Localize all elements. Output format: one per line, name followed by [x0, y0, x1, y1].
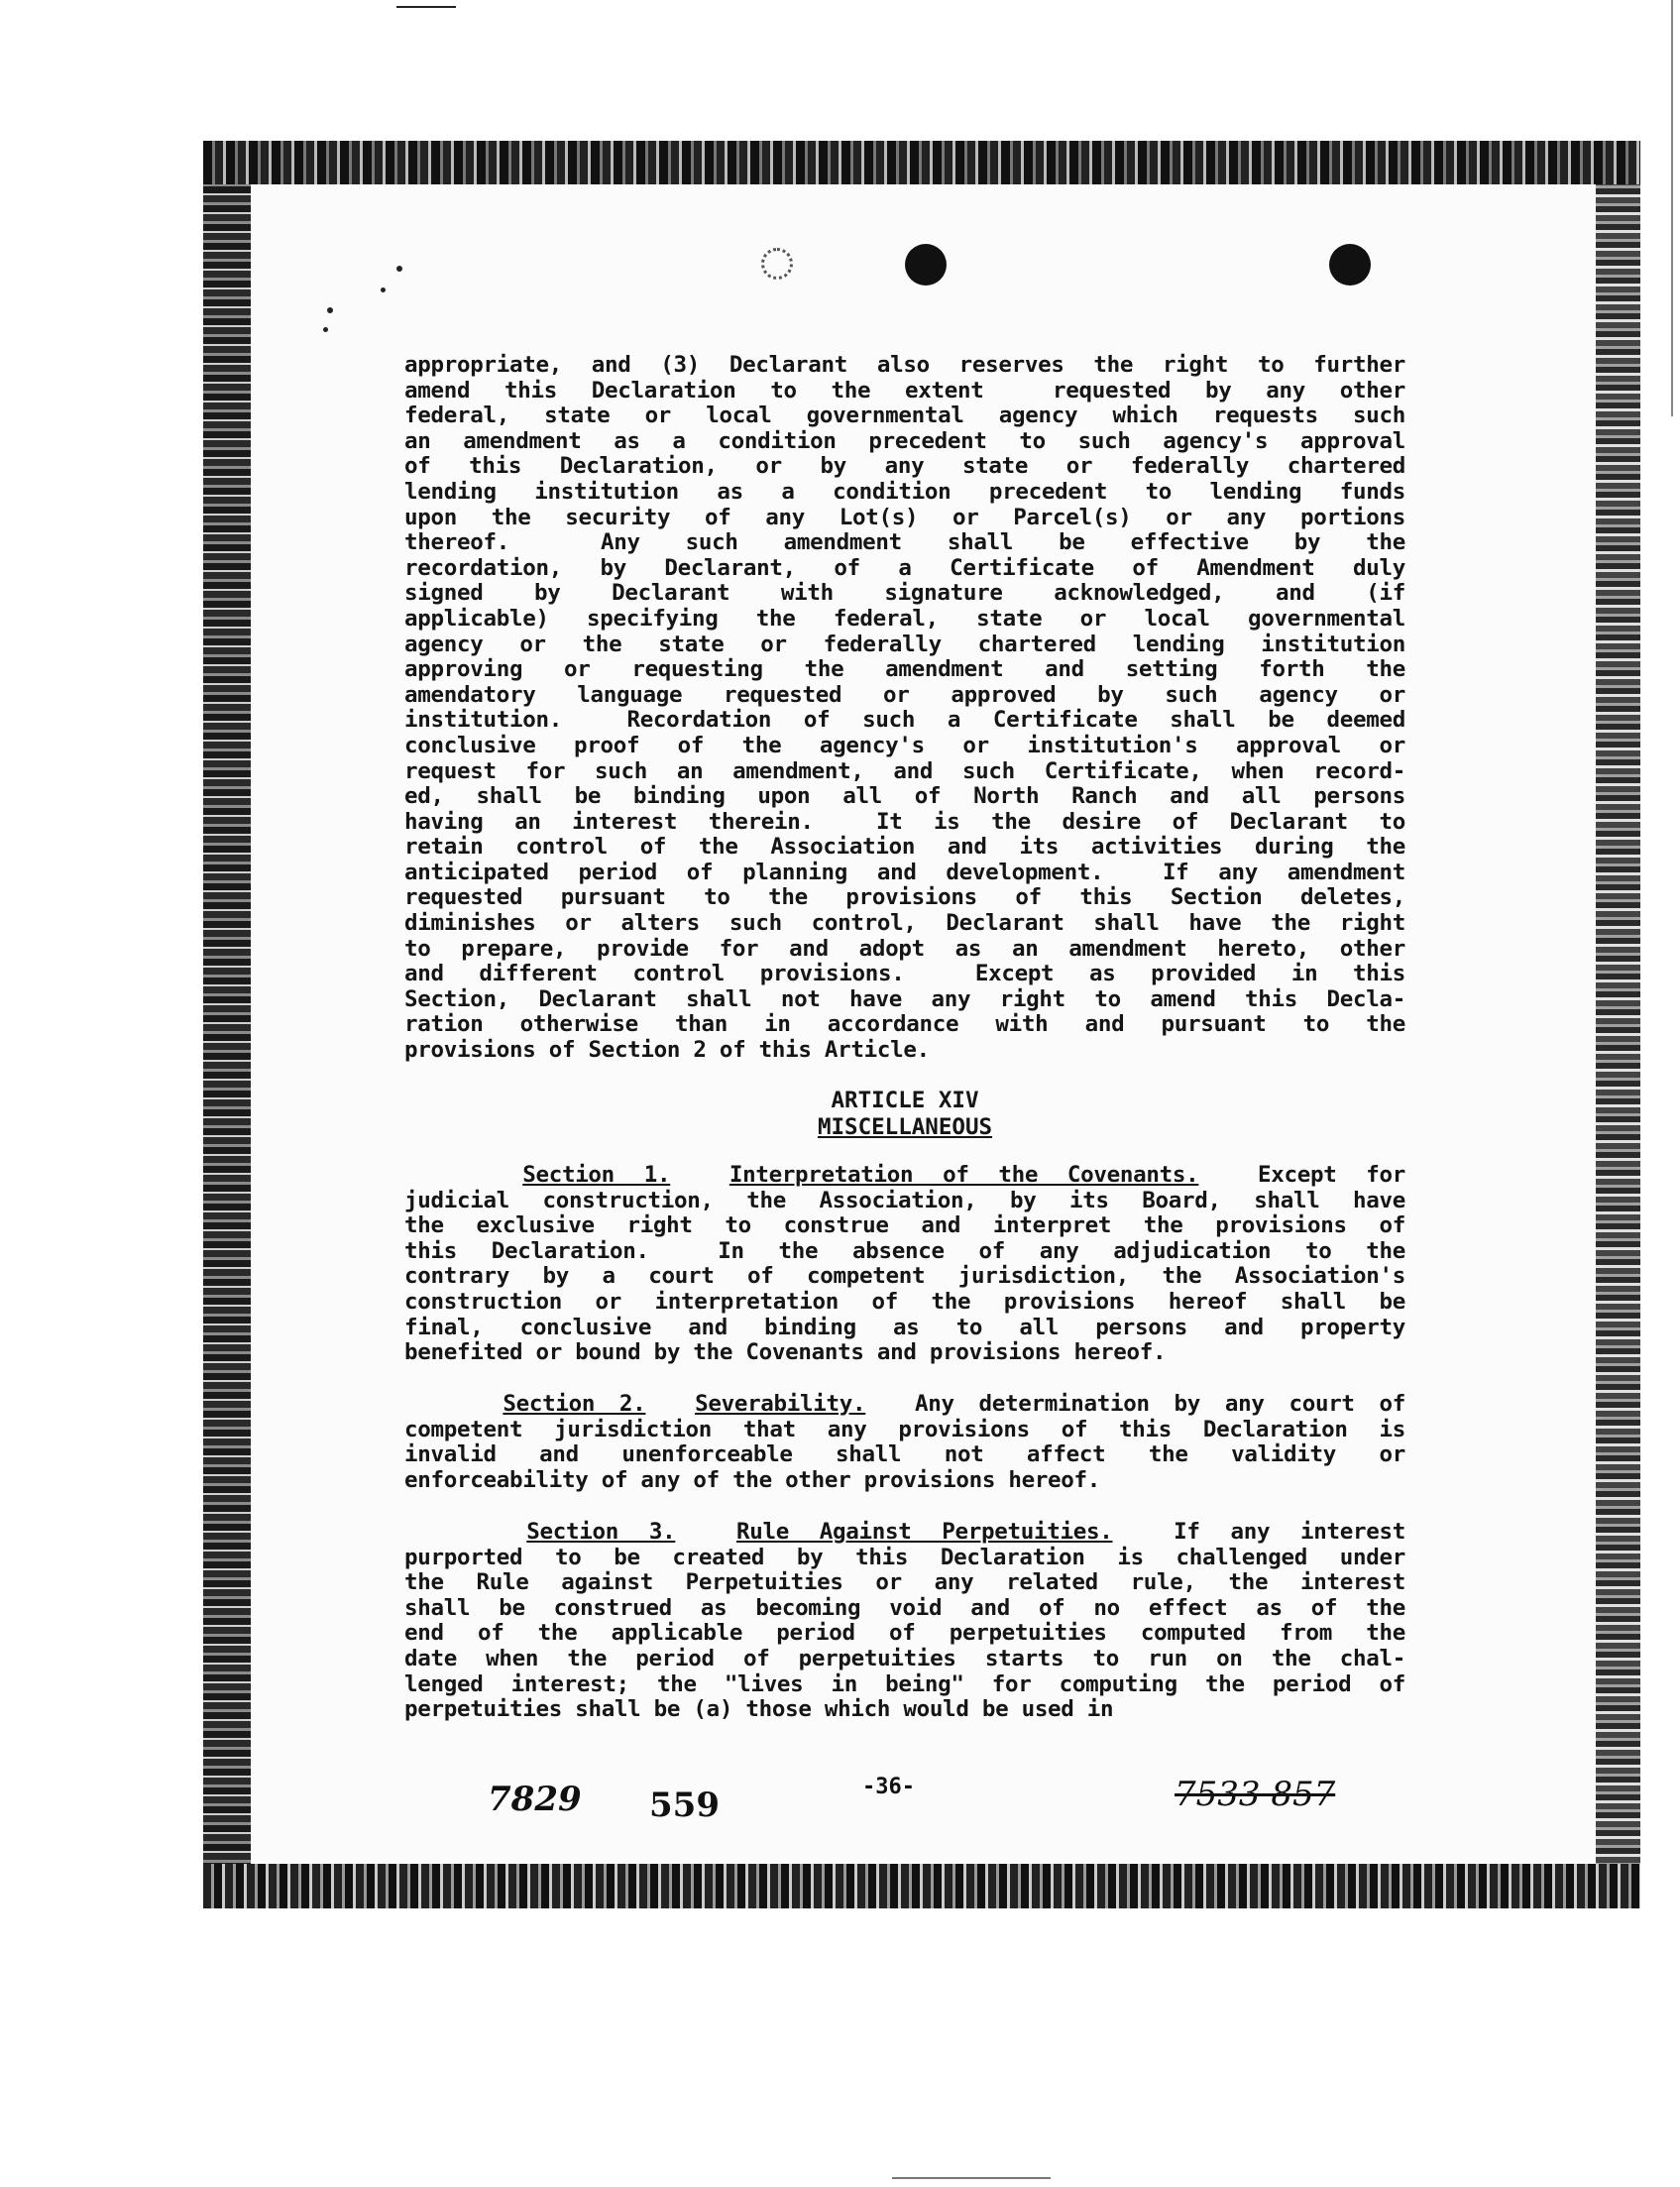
section-3 [404, 1520, 1405, 1723]
section-2-first-text: Any determination by any court of [914, 1391, 1406, 1417]
page-number: -36- [862, 1775, 915, 1799]
text-line: signed by Declarant with signature acknowledged, and (if [404, 580, 1405, 607]
text-line: recordation, by Declarant, of a Certificate of Amendment duly [404, 554, 1405, 581]
text-line: judicial construction, the Association, by its Board, shall have [404, 1187, 1405, 1213]
text-line: this Declaration. In the absence of any adjudication to the [404, 1237, 1405, 1264]
section-3-heading-line [404, 1520, 1405, 1546]
text-line: approving or requesting the amendment and setting forth the [404, 656, 1405, 683]
text-line: anticipated period of planning and development. If any amendment [404, 859, 1405, 885]
punch-hole-left [905, 244, 947, 286]
section-1-heading-line [404, 1163, 1405, 1189]
section-1-number: Section 1. [522, 1162, 671, 1188]
faint-ring-mark [761, 248, 793, 280]
scan-border-left [203, 184, 251, 1907]
text-line: upon the security of any Lot(s) or Parcel(s) or any portions [404, 504, 1405, 530]
text-line: of this Declaration, or by any state or federally chartered [404, 453, 1405, 480]
text-line: date when the period of perpetuities starts to run on the chal- [404, 1645, 1405, 1671]
text-line: provisions of Section 2 of this Article. [404, 1037, 930, 1064]
text-line: amendatory language requested or approved by such agency or [404, 681, 1405, 708]
text-line: applicable) specifying the federal, state or local governmental [404, 605, 1405, 632]
text-line: diminishes or alters such control, Declarant shall have the right [404, 910, 1405, 937]
scan-speck [396, 266, 402, 272]
text-line: ration otherwise than in accordance with and pursuant to the [404, 1011, 1405, 1038]
punch-holes [251, 238, 1596, 297]
text-line: having an interest therein. It is the desire of Declarant to [404, 808, 1405, 835]
text-line: enforceability of any of the other provisions hereof. [404, 1466, 1101, 1493]
article-heading [404, 1088, 1405, 1141]
text-line: the Rule against Perpetuities or any related rule, the interest [404, 1569, 1405, 1596]
section-2-heading-line [404, 1392, 1405, 1418]
text-line: and different control provisions. Except as provided in this [404, 961, 1405, 987]
text-line: an amendment as a condition precedent to such agency's approval [404, 427, 1405, 454]
body-paragraph [404, 353, 1405, 1064]
scan-border-top [203, 141, 1640, 184]
text-line: the exclusive right to construe and interpret the provisions of [404, 1212, 1405, 1239]
text-line: final, conclusive and binding as to all persons and property [404, 1314, 1405, 1340]
scan-border-right [1596, 184, 1640, 1907]
section-2-number: Section 2. [503, 1391, 646, 1417]
text-line: conclusive proof of the agency's or institution's approval or [404, 732, 1405, 758]
scan-speck [381, 288, 386, 292]
text-line: construction or interpretation of the provisions hereof shall be [404, 1288, 1405, 1315]
text-line: end of the applicable period of perpetuities computed from the [404, 1620, 1405, 1647]
section-3-number: Section 3. [526, 1519, 676, 1545]
text-line: competent jurisdiction that any provisions of this Declaration is [404, 1416, 1405, 1442]
text-line: requested pursuant to the provisions of this Section deletes, [404, 884, 1405, 911]
struck-reference: 7533 857 [1175, 1775, 1336, 1814]
text-line: ed, shall be binding upon all of North Ranch and all persons [404, 783, 1405, 810]
text-line: lenged interest; the "lives in being" for computing the period of [404, 1670, 1405, 1697]
punch-hole-right [1329, 244, 1371, 286]
text-line: amend this Declaration to the extent requested by any other [404, 377, 1405, 403]
text-line: perpetuities shall be (a) those which would be used in [404, 1696, 1114, 1723]
section-2-title: Severability. [695, 1391, 866, 1417]
text-line: Section, Declarant shall not have any right to amend this Decla- [404, 985, 1405, 1012]
scan-speck [892, 2177, 1051, 2179]
text-line: lending institution as a condition precedent to lending funds [404, 478, 1405, 505]
article-number: ARTICLE XIV [831, 1088, 979, 1113]
text-line: institution. Recordation of such a Certificate shall be deemed [404, 707, 1405, 734]
book-number: 7829 [488, 1780, 582, 1819]
text-line: federal, state or local governmental agency which requests such [404, 403, 1405, 429]
section-2 [404, 1392, 1405, 1493]
text-line: benefited or bound by the Covenants and provisions hereof. [404, 1339, 1167, 1366]
scan-speck [396, 6, 456, 8]
text-line: appropriate, and (3) Declarant also reserves the right to further [404, 352, 1405, 378]
text-line: to prepare, provide for and adopt as an amendment hereto, other [404, 935, 1405, 962]
section-3-title: Rule Against Perpetuities. [735, 1519, 1113, 1545]
text-line: shall be construed as becoming void and of no effect as of the [404, 1594, 1405, 1621]
book-page-number: 559 [649, 1785, 720, 1825]
article-title: MISCELLANEOUS [817, 1114, 993, 1140]
text-line: agency or the state or federally chartered lending institution [404, 631, 1405, 657]
scan-border-bottom [203, 1864, 1640, 1908]
scan-speck [323, 327, 328, 332]
text-line: retain control of the Association and its activities during the [404, 834, 1405, 861]
text-line: request for such an amendment, and such Certificate, when record- [404, 757, 1405, 784]
text-line: contrary by a court of competent jurisdiction, the Association's [404, 1263, 1405, 1290]
text-line: purported to be created by this Declaration is challenged under [404, 1544, 1405, 1570]
scan-edge-line [1671, 0, 1673, 416]
text-line: thereof. Any such amendment shall be effective by the [404, 529, 1405, 556]
section-1-first-text: Except for [1257, 1162, 1405, 1188]
section-1 [404, 1163, 1405, 1366]
section-3-first-text: If any interest [1174, 1519, 1405, 1545]
text-line: invalid and unenforceable shall not affect the validity or [404, 1441, 1405, 1468]
scan-speck [327, 307, 333, 313]
section-1-title: Interpretation of the Covenants. [728, 1162, 1199, 1188]
